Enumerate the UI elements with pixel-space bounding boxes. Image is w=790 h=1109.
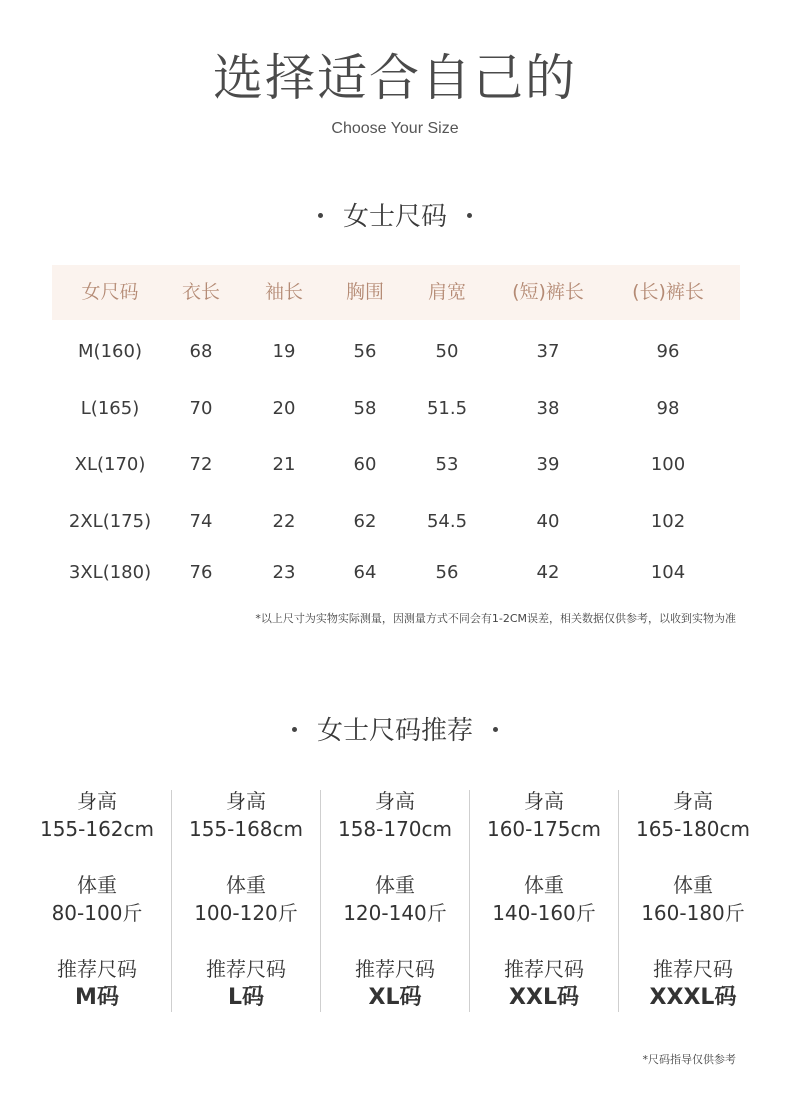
table-cell: 64 <box>353 562 377 583</box>
table-cell: 20 <box>272 398 296 419</box>
table-cell: 38 <box>536 398 560 419</box>
table-cell: 102 <box>650 511 686 532</box>
weight-range: 160-180斤 <box>641 901 745 925</box>
bullet-dot-left <box>318 213 323 218</box>
recommended-size: L码 <box>227 985 265 1010</box>
size-chart-title: 女士尺码 <box>342 202 447 232</box>
weight-range: 120-140斤 <box>343 901 447 925</box>
size-chart-heading <box>0 200 790 234</box>
column-divider <box>618 790 619 1012</box>
table-cell: 22 <box>272 511 296 532</box>
table-cell: 62 <box>353 511 377 532</box>
column-header: (短)裤长 <box>512 281 584 303</box>
table-cell: 76 <box>189 562 213 583</box>
recommendation-column <box>321 788 469 1012</box>
table-cell: 23 <box>272 562 296 583</box>
table-cell: 60 <box>353 454 377 475</box>
table-cell: 98 <box>656 398 680 419</box>
bullet-dot-left <box>292 727 297 732</box>
height-label: 身高 <box>375 789 415 813</box>
height-range: 155-168cm <box>188 817 304 841</box>
column-header: 胸围 <box>345 281 385 303</box>
recommendation-column <box>470 788 618 1012</box>
recommendation-column <box>172 788 320 1012</box>
table-cell: 54.5 <box>426 511 468 532</box>
size-name-cell: M(160) <box>78 341 142 362</box>
weight-range: 80-100斤 <box>51 901 143 925</box>
size-table-header <box>52 265 740 320</box>
page-title: 选择适合自己的 <box>213 49 577 107</box>
table-cell: 50 <box>435 341 459 362</box>
height-range: 165-180cm <box>635 817 751 841</box>
recommendation-title: 女士尺码推荐 <box>316 716 473 746</box>
height-label: 身高 <box>77 789 117 813</box>
weight-label: 体重 <box>673 873 713 897</box>
weight-range: 100-120斤 <box>194 901 298 925</box>
weight-label: 体重 <box>524 873 564 897</box>
weight-label: 体重 <box>226 873 266 897</box>
recommended-size-label: 推荐尺码 <box>355 957 435 981</box>
table-cell: 51.5 <box>426 398 468 419</box>
column-divider <box>171 790 172 1012</box>
height-label: 身高 <box>673 789 713 813</box>
column-header: (长)裤长 <box>632 281 704 303</box>
table-cell: 96 <box>656 341 680 362</box>
table-cell: 19 <box>272 341 296 362</box>
height-range: 160-175cm <box>486 817 602 841</box>
table-cell: 58 <box>353 398 377 419</box>
height-range: 158-170cm <box>337 817 453 841</box>
recommended-size: XXL码 <box>509 985 579 1010</box>
column-header: 女尺码 <box>81 281 139 303</box>
column-divider <box>469 790 470 1012</box>
recommended-size-label: 推荐尺码 <box>653 957 733 981</box>
height-label: 身高 <box>524 789 564 813</box>
column-divider <box>320 790 321 1012</box>
table-cell: 68 <box>189 341 213 362</box>
table-cell: 42 <box>536 562 560 583</box>
recommendation-note: *尺码指导仅供参考 <box>642 1053 736 1066</box>
size-chart-note: *以上尺寸为实物实际测量，因测量方式不同会有1-2CM误差，相关数据仅供参考，以收到实物为准 <box>255 612 736 625</box>
table-cell: 104 <box>650 562 686 583</box>
table-cell: 100 <box>650 454 686 475</box>
table-cell: 72 <box>189 454 213 475</box>
recommended-size: XL码 <box>368 985 422 1010</box>
bullet-dot-right <box>493 727 498 732</box>
table-cell: 21 <box>272 454 296 475</box>
column-header: 衣长 <box>181 281 221 303</box>
height-range: 155-162cm <box>39 817 155 841</box>
weight-label: 体重 <box>375 873 415 897</box>
size-name-cell: XL(170) <box>74 454 146 475</box>
recommended-size: M码 <box>75 985 119 1010</box>
size-name-cell: L(165) <box>80 398 140 419</box>
table-cell: 39 <box>536 454 560 475</box>
page-subtitle: Choose Your Size <box>331 120 459 137</box>
table-cell: 74 <box>189 511 213 532</box>
table-cell: 70 <box>189 398 213 419</box>
size-name-cell: 2XL(175) <box>68 511 152 532</box>
table-cell: 56 <box>435 562 459 583</box>
recommended-size-label: 推荐尺码 <box>504 957 584 981</box>
recommended-size: XXXL码 <box>649 985 737 1010</box>
recommendation-column <box>619 788 767 1012</box>
column-header: 肩宽 <box>427 281 467 303</box>
column-header: 袖长 <box>264 281 304 303</box>
recommended-size-label: 推荐尺码 <box>206 957 286 981</box>
weight-range: 140-160斤 <box>492 901 596 925</box>
height-label: 身高 <box>226 789 266 813</box>
table-cell: 40 <box>536 511 560 532</box>
table-cell: 53 <box>435 454 459 475</box>
weight-label: 体重 <box>77 873 117 897</box>
bullet-dot-right <box>467 213 472 218</box>
recommendation-heading <box>0 714 790 748</box>
recommendation-column <box>23 788 171 1012</box>
table-cell: 37 <box>536 341 560 362</box>
table-cell: 56 <box>353 341 377 362</box>
recommended-size-label: 推荐尺码 <box>57 957 137 981</box>
size-name-cell: 3XL(180) <box>68 562 152 583</box>
